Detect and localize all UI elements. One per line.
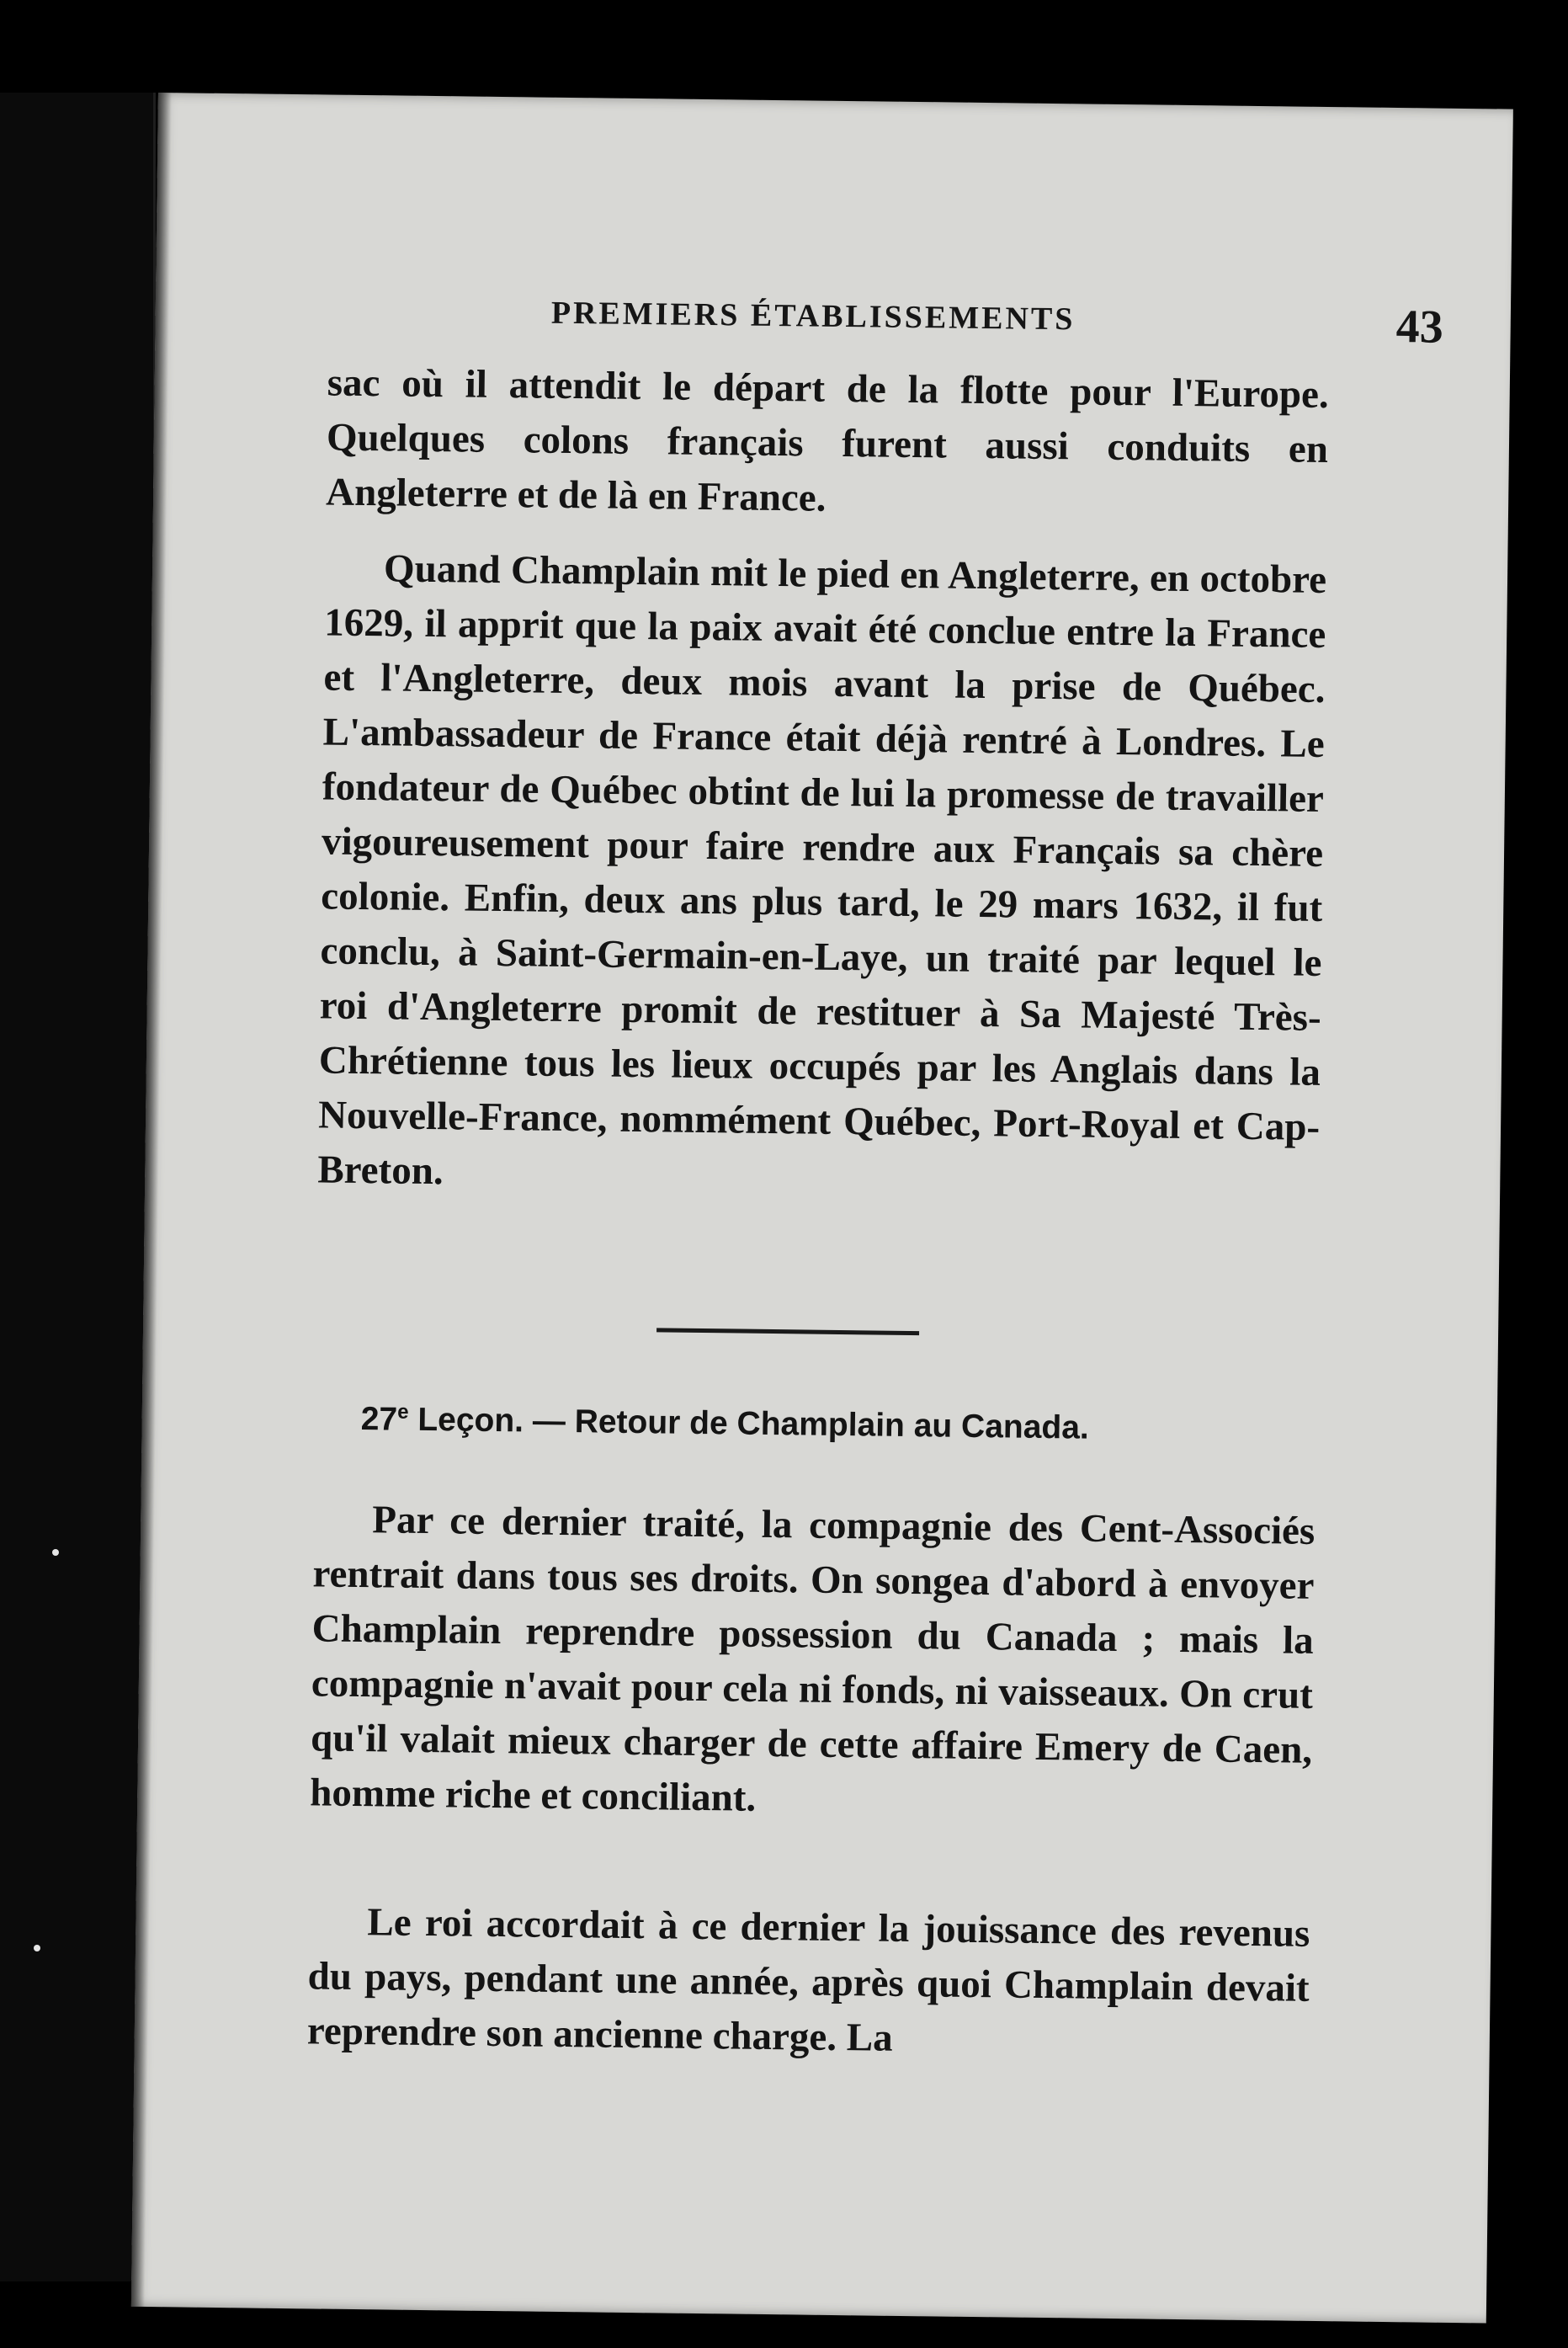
lesson-paragraph-1 (310, 1492, 1316, 1833)
book-page (131, 93, 1513, 2323)
paragraph: Le roi accordait à ce dernier la jouissance des revenus du pays, pendant une année, après quoi Champlain devait reprendre son ancienne charge. La (306, 1900, 1310, 2060)
section-divider (656, 1328, 919, 1335)
running-head (550, 295, 1444, 354)
lesson-title: Retour de Champlain au Canada. (574, 1403, 1090, 1446)
scan-speck (34, 1945, 40, 1951)
paragraph-continuation (326, 355, 1329, 532)
lesson-number: 27 (360, 1401, 398, 1438)
lesson-paragraph-2 (306, 1894, 1310, 2071)
paragraph: Par ce dernier traité, la compagnie des Cent-Associés rentrait dans tous ses droits. On songea d'abord à envoyer Champlain reprendre possession du Canada ; mais la compagnie n'avait pour cela ni fonds, ni vaisseaux. On crut qu'il valait mieux charger de cette affaire Emery de Caen, homme riche et conciliant. (310, 1498, 1316, 1820)
facing-page-edge (0, 93, 156, 2281)
paragraph-treaty (317, 540, 1326, 1209)
paragraph: sac où il attendit le départ de la flotte pour l'Europe. Quelques colons français furent aussi conduits en Angleterre et de là en France. (325, 360, 1330, 520)
scan-speck (52, 1549, 59, 1556)
paragraph: Quand Champlain mit le pied en Angleterre, en octobre 1629, il apprit que la paix avait été conclue entre la France et l'Angleterre, deux mois avant la prise de Québec. L'ambassadeur de France était déjà rentré à Londres. Le fondateur de Québec obtint de lui la promesse de travailler vigoureusement pour faire rendre aux Français sa chère colonie. Enfin, deux ans plus tard, le 29 mars 1632, il fut conclu, à Saint-Germain-en-Laye, un traité par lequel le roi d'Angleterre promit de restituer à Sa Majesté Très-Chrétienne tous les lieux occupés par les Anglais dans la Nouvelle-France, nommément Québec, Port-Royal et Cap-Breton. (317, 546, 1327, 1194)
running-head-title: PREMIERS ÉTABLISSEMENTS (550, 295, 1076, 338)
lesson-dash: — (532, 1403, 566, 1440)
lesson-label: Leçon. (417, 1401, 524, 1440)
lesson-ordinal-suffix: e (397, 1400, 409, 1424)
lesson-heading (360, 1400, 1320, 1450)
page-number: 43 (1395, 300, 1444, 354)
